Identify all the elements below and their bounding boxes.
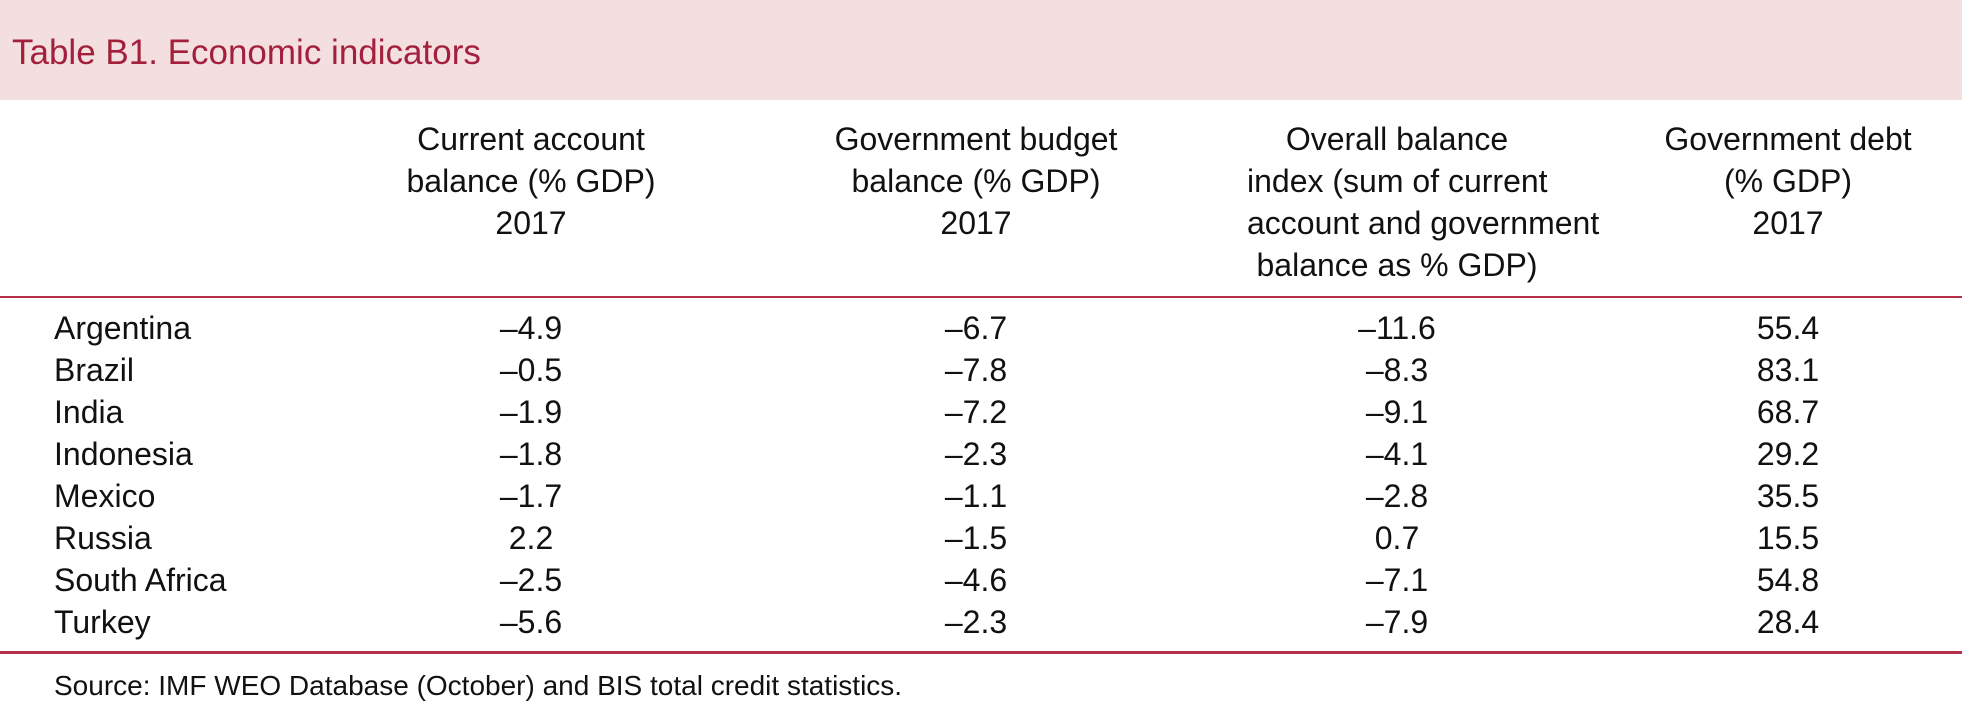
column-header-government-debt bbox=[1638, 118, 1938, 244]
header-line: Current account bbox=[417, 121, 645, 157]
table-row bbox=[0, 559, 1962, 601]
current-account-value: –5.6 bbox=[499, 604, 563, 640]
government-debt-value: 35.5 bbox=[1756, 478, 1820, 514]
budget-balance-value: –2.3 bbox=[944, 436, 1008, 472]
current-account-value: –4.9 bbox=[499, 310, 563, 346]
table-row bbox=[0, 391, 1962, 433]
current-account-value: –1.9 bbox=[499, 394, 563, 430]
current-account-value: –1.8 bbox=[499, 436, 563, 472]
header-line: Government debt bbox=[1664, 121, 1912, 157]
table-row bbox=[0, 601, 1962, 643]
government-debt-value: 68.7 bbox=[1756, 394, 1820, 430]
country-name: Indonesia bbox=[54, 436, 193, 472]
overall-balance-value: 0.7 bbox=[1374, 520, 1420, 556]
column-header-current-account bbox=[381, 118, 681, 244]
country-name: Mexico bbox=[54, 478, 156, 514]
table-row bbox=[0, 475, 1962, 517]
country-name: Turkey bbox=[54, 604, 151, 640]
overall-balance-value: –8.3 bbox=[1365, 352, 1429, 388]
header-line: balance (% GDP) bbox=[851, 163, 1101, 199]
header-line: 2017 bbox=[1752, 205, 1824, 241]
country-name: Argentina bbox=[54, 310, 191, 346]
overall-balance-value: –7.1 bbox=[1365, 562, 1429, 598]
country-name: India bbox=[54, 394, 124, 430]
current-account-value: –0.5 bbox=[499, 352, 563, 388]
current-account-value: 2.2 bbox=[508, 520, 554, 556]
budget-balance-value: –7.8 bbox=[944, 352, 1008, 388]
source-note: Source: IMF WEO Database (October) and BIS total credit statistics. bbox=[54, 670, 903, 701]
overall-balance-value: –2.8 bbox=[1365, 478, 1429, 514]
government-debt-value: 54.8 bbox=[1756, 562, 1820, 598]
table-bottom-rule bbox=[0, 651, 1962, 654]
table-title: Table B1. Economic indicators bbox=[12, 33, 481, 72]
country-name: Brazil bbox=[54, 352, 135, 388]
table-row bbox=[0, 307, 1962, 349]
table-row bbox=[0, 433, 1962, 475]
budget-balance-value: –2.3 bbox=[944, 604, 1008, 640]
header-line: Government budget bbox=[834, 121, 1118, 157]
header-divider bbox=[0, 296, 1962, 298]
current-account-value: –2.5 bbox=[499, 562, 563, 598]
government-debt-value: 55.4 bbox=[1756, 310, 1820, 346]
table-title-bar bbox=[0, 0, 1962, 100]
overall-balance-value: –7.9 bbox=[1365, 604, 1429, 640]
header-line: index (sum of current bbox=[1247, 163, 1548, 199]
budget-balance-value: –7.2 bbox=[944, 394, 1008, 430]
column-header-overall-balance bbox=[1247, 118, 1600, 286]
government-debt-value: 15.5 bbox=[1756, 520, 1820, 556]
column-header-government-budget bbox=[826, 118, 1126, 244]
budget-balance-value: –4.6 bbox=[944, 562, 1008, 598]
header-line: balance (% GDP) bbox=[406, 163, 656, 199]
government-debt-value: 83.1 bbox=[1756, 352, 1820, 388]
government-debt-value: 28.4 bbox=[1756, 604, 1820, 640]
current-account-value: –1.7 bbox=[499, 478, 563, 514]
budget-balance-value: –1.5 bbox=[944, 520, 1008, 556]
overall-balance-value: –4.1 bbox=[1365, 436, 1429, 472]
header-line: 2017 bbox=[940, 205, 1012, 241]
header-line: account and government bbox=[1247, 205, 1600, 241]
header-line: (% GDP) bbox=[1724, 163, 1852, 199]
header-line: 2017 bbox=[495, 205, 567, 241]
government-debt-value: 29.2 bbox=[1756, 436, 1820, 472]
header-line: Overall balance bbox=[1285, 121, 1509, 157]
overall-balance-value: –9.1 bbox=[1365, 394, 1429, 430]
table-row bbox=[0, 517, 1962, 559]
budget-balance-value: –6.7 bbox=[944, 310, 1008, 346]
header-line: balance as % GDP) bbox=[1256, 247, 1538, 283]
table-row bbox=[0, 349, 1962, 391]
country-name: South Africa bbox=[54, 562, 227, 598]
overall-balance-value: –11.6 bbox=[1358, 310, 1436, 346]
budget-balance-value: –1.1 bbox=[944, 478, 1008, 514]
country-name: Russia bbox=[54, 520, 152, 556]
